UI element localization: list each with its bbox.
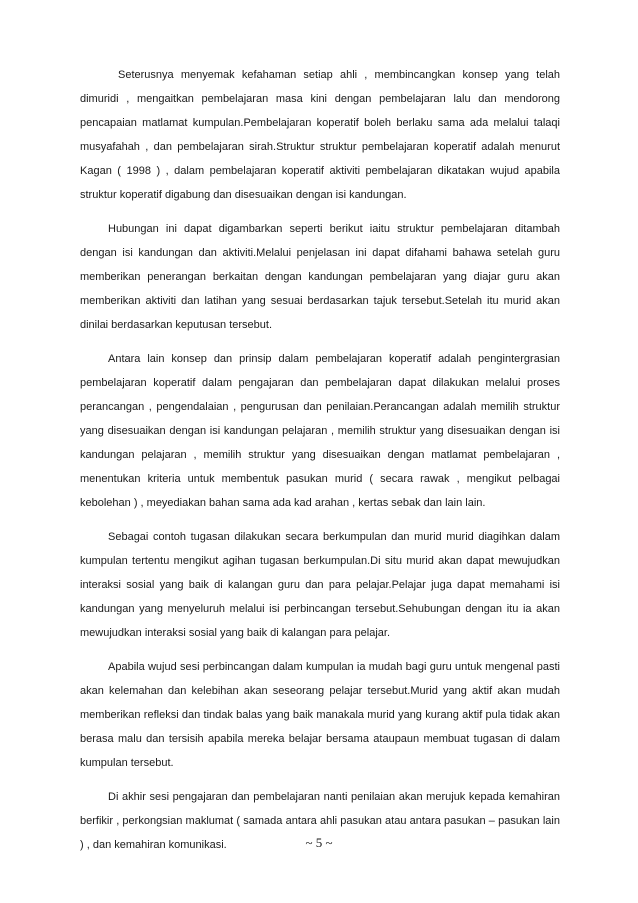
page-number: ~ 5 ~	[305, 835, 333, 850]
paragraph-1: Seterusnya menyemak kefahaman setiap ahli , membincangkan konsep yang telah dimuridi , mengaitkan pembelajaran masa kini dengan pembelajaran lalu dan mendorong pencapaian matlamat kumpulan.Pembelajaran koperatif boleh berlaku sama ada melalui talaqi musyafahah , dan pembelajaran sirah.Struktur struktur pembelajaran koperatif adalah menurut Kagan ( 1998 ) , dalam pembelajaran koperatif aktiviti pembelajaran dikatakan wujud apabila struktur koperatif digabung dan disesuaikan dengan isi kandungan.	[80, 69, 560, 201]
paragraph-2: Hubungan ini dapat digambarkan seperti berikut iaitu struktur pembelajaran ditambah dengan isi kandungan dan aktiviti.Melalui penjelasan ini dapat difahami bahawa setelah guru memberikan penerangan berkaitan dengan kandungan pembelajaran yang diajar guru akan memberikan aktiviti dan latihan yang sesuai berdasarkan tajuk tersebut.Setelah itu murid akan dinilai berdasarkan keputusan tersebut.	[80, 223, 560, 331]
paragraph-4: Sebagai contoh tugasan dilakukan secara berkumpulan dan murid murid diagihkan dalam kumpulan tertentu mengikut agihan tugasan berkumpulan.Di situ murid akan dapat mewujudkan interaksi sosial yang baik di kalangan guru dan para pelajar.Pelajar juga dapat memahami isi kandungan yang menyeluruh melalui isi perbincangan tersebut.Sehubungan dengan itu ia akan mewujudkan interaksi sosial yang baik di kalangan para pelajar.	[80, 531, 560, 639]
paragraph-6: Di akhir sesi pengajaran dan pembelajaran nanti penilaian akan merujuk kepada kemahiran berfikir , perkongsian maklumat ( samada antara ahli pasukan atau antara pasukan – pasukan lain ) , dan kemahiran komunikasi.	[80, 791, 560, 851]
paragraph-3: Antara lain konsep dan prinsip dalam pembelajaran koperatif adalah pengintergrasian pembelajaran koperatif dalam pengajaran dan pembelajaran dapat dilakukan melalui proses perancangan , pengendalaian , pengurusan dan penilaian.Perancangan adalah memilih struktur yang disesuaikan dengan isi kandungan pelajaran , memilih struktur yang disesuaikan dengan isi kandungan pelajaran , memilih struktur yang disesuaikan dengan matlamat pembelajaran , menentukan kriteria untuk membentuk pasukan murid ( secara rawak , mengikut pelbagai kebolehan ) , meyediakan bahan sama ada kad arahan , kertas sebak dan lain lain.	[80, 353, 560, 509]
document-body	[80, 63, 560, 867]
paragraph-5: Apabila wujud sesi perbincangan dalam kumpulan ia mudah bagi guru untuk mengenal pasti akan kelemahan dan kelebihan akan seseorang pelajar tersebut.Murid yang aktif akan mudah memberikan refleksi dan tindak balas yang baik manakala murid yang kurang aktif pula tidak akan berasa malu dan tersisih apabila mereka belajar bersama ataupaun membuat tugasan di dalam kumpulan tersebut.	[80, 661, 560, 769]
